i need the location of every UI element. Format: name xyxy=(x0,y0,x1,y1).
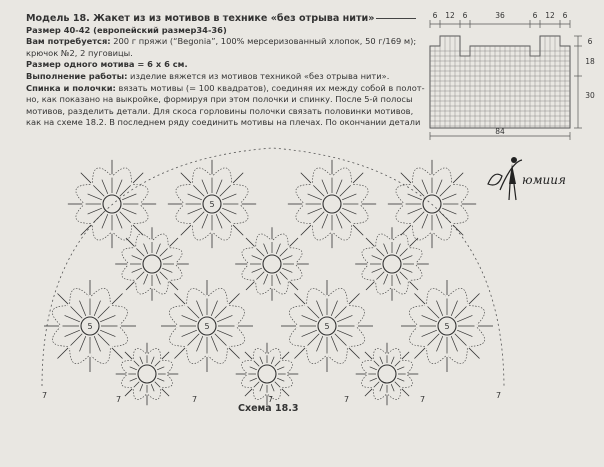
back-line-3: мотивов, разделить детали. Для скоса горловины полочки связать половинки мотивов, xyxy=(26,105,414,116)
dim-top-2: 12 xyxy=(445,11,455,20)
size-line: Размер 40-42 (европейский размер34-36) xyxy=(26,24,227,35)
row-label: 7 xyxy=(116,395,122,404)
dim-right-1: 6 xyxy=(587,37,593,46)
crochet-motif xyxy=(236,343,299,406)
crochet-motif xyxy=(168,160,256,248)
materials-line-2: крючок №2, 2 пуговицы. xyxy=(26,47,133,58)
dim-top-1: 6 xyxy=(432,11,438,20)
motif-number: 5 xyxy=(209,200,215,209)
dim-top-5: 6 xyxy=(532,11,538,20)
logo-text: юмиия xyxy=(522,173,566,187)
row-label: 7 xyxy=(192,395,198,404)
dim-top-3: 6 xyxy=(462,11,468,20)
crochet-motif xyxy=(355,227,429,301)
diagram-caption: Схема 18.3 xyxy=(238,403,299,414)
materials-line: Вам потребуется: 200 г пряжи (“Begonia”, 100% мерсеризованный хлопок, 50 г/169 м); xyxy=(26,36,417,47)
crochet-motif xyxy=(161,280,253,372)
crochet-motif xyxy=(401,280,493,372)
work-line: Выполнение работы: изделие вяжется из мотивов техникой «без отрыва нити». xyxy=(26,70,390,81)
back-line-4: как на схеме 18.2. В последнем ряду соединить мотивы на плечах. По окончании детали xyxy=(26,117,421,128)
dim-top-4: 36 xyxy=(495,11,505,20)
crochet-motif xyxy=(116,343,179,406)
dim-right-2: 18 xyxy=(585,57,595,66)
dim-top-6: 12 xyxy=(545,11,555,20)
dim-top-7: 6 xyxy=(562,11,568,20)
back-line-2: но, как показано на выкройке, формируя при этом полочки и спинку. После 5-й полосы xyxy=(26,94,413,105)
row-label: 7 xyxy=(496,391,502,400)
motif-size-line: Размер одного мотива = 6 х 6 см. xyxy=(26,59,188,70)
row-label: 7 xyxy=(420,395,426,404)
motif-number: 5 xyxy=(444,322,450,331)
crochet-motif xyxy=(235,227,309,301)
dim-right-3: 30 xyxy=(585,91,595,100)
row-label: 7 xyxy=(42,391,48,400)
garment-schematic xyxy=(418,4,604,144)
crochet-motif xyxy=(356,343,419,406)
crochet-motif xyxy=(115,227,189,301)
row-label: 7 xyxy=(268,395,274,404)
motif-number: 5 xyxy=(204,322,210,331)
crochet-motif xyxy=(281,280,373,372)
motif-number: 5 xyxy=(87,322,93,331)
crochet-motif xyxy=(44,280,136,372)
crochet-motif xyxy=(68,160,156,248)
instructions-text xyxy=(26,13,425,129)
motif-number: 5 xyxy=(324,322,330,331)
row-label: 7 xyxy=(344,395,350,404)
model-title: Модель 18. Жакет из из мотивов в технике «без отрыва нити» xyxy=(26,13,418,25)
crochet-motif xyxy=(288,160,376,248)
crochet-diagram xyxy=(22,136,522,412)
dim-bottom: 84 xyxy=(495,127,505,136)
back-line-1: Спинка и полочки: вязать мотивы (= 100 квадратов), соединяя их между собой в полот- xyxy=(26,82,425,93)
